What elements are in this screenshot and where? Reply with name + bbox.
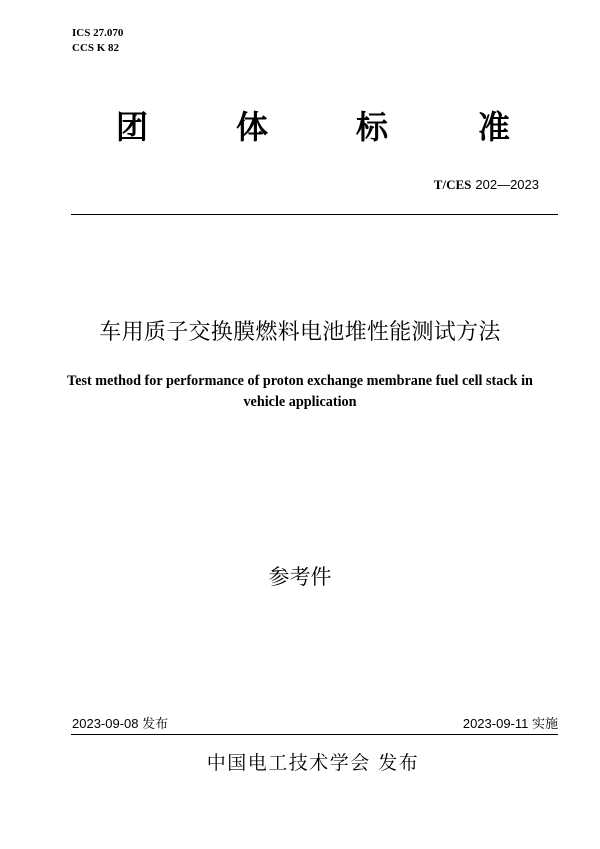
ccs-code: CCS K 82 <box>72 42 120 54</box>
issue-date: 2023-09-08 发布 <box>72 716 169 731</box>
chinese-title: 车用质子交换膜燃料电池堆性能测试方法 <box>99 320 501 345</box>
doc-type-char: 团 <box>116 108 149 146</box>
implementation-date: 2023-09-11 实施 <box>462 716 558 731</box>
bottom-divider <box>71 734 558 735</box>
standard-prefix: T/CES <box>433 177 472 192</box>
top-divider <box>71 214 558 215</box>
ics-code: ICS 27.070 <box>72 27 124 39</box>
english-title: Test method for performance of proton exchange membrane fuel cell stack in vehicle application <box>67 373 533 410</box>
standard-code: 202—2023 <box>475 177 539 192</box>
doc-type-char: 准 <box>478 108 511 146</box>
reference-copy-label: 参考件 <box>268 565 332 589</box>
standard-number <box>434 177 539 194</box>
publisher: 中国电工技术学会 发布 <box>206 752 420 774</box>
doc-type-char: 体 <box>236 108 269 146</box>
doc-type-char: 标 <box>356 108 389 146</box>
